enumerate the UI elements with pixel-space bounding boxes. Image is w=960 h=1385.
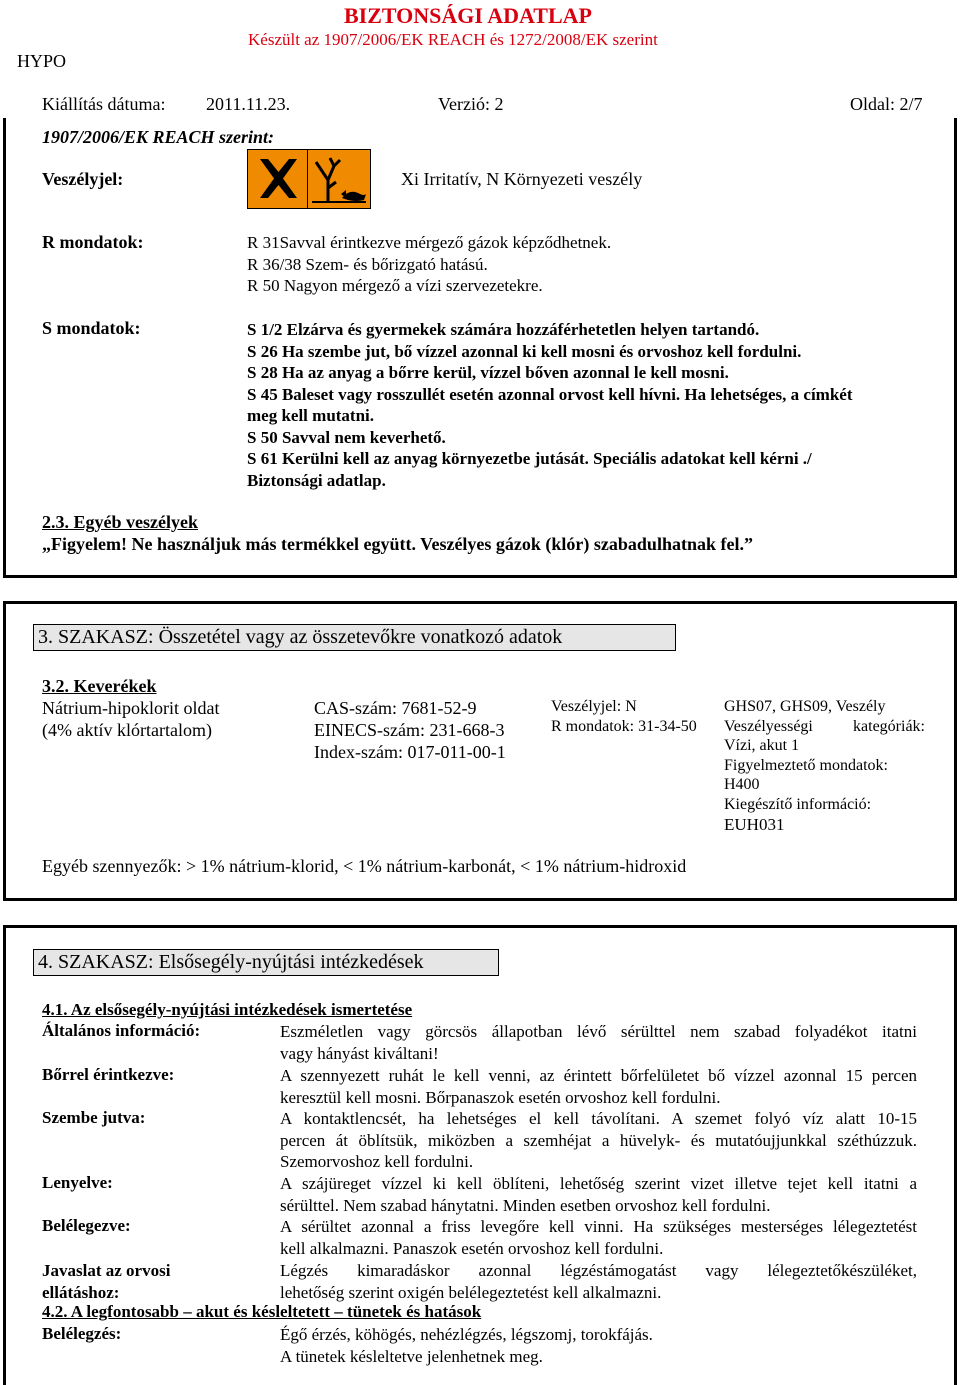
symptom-text-inhalation — [280, 1324, 917, 1367]
s-phrase: S 45 Baleset vagy rosszullét esetén azonnal orvost kell hívni. Ha lehetséges, a címkét — [247, 384, 853, 404]
clp-line: EUH031 — [724, 814, 785, 834]
clp-line: Figyelmeztető mondatok: — [724, 756, 888, 774]
other-hazards-text: „Figyelem! Ne használjuk más termékkel együtt. Veszélyes gázok (klór) szabadulhatnak fel.” — [42, 534, 753, 554]
mixtures-heading: 3.2. Keverékek — [42, 676, 157, 696]
dsd-symbol: Veszélyjel: N — [551, 698, 637, 715]
symbol-label: Veszélyjel: — [42, 169, 124, 189]
first-aid-heading: 4.1. Az elsősegély-nyújtási intézkedések ismertetése — [42, 1000, 413, 1019]
s-phrase: Biztonsági adatlap. — [247, 470, 386, 490]
version: Verzió: 2 — [438, 94, 504, 114]
symptoms-heading: 4.2. A legfontosabb – akut és késleltetett – tünetek és hatások — [42, 1302, 482, 1321]
r-phrase: R 50 Nagyon mérgező a vízi szervezetekre. — [247, 276, 543, 295]
measure-label-skin: Bőrrel érintkezve: — [42, 1065, 175, 1084]
measure-line: keresztül kell mosni. Bőrpanaszok esetén orvoshoz kell fordulni. — [280, 1087, 721, 1107]
section3-title: 3. SZAKASZ: Összetétel vagy az összetevőkre vonatkozó adatok — [33, 624, 676, 651]
measure-line: A szennyezett ruhát le kell venni, az érintett bőrfelületet bő vízzel azonnal 15 percen — [280, 1066, 917, 1085]
measure-text-doctor — [280, 1260, 917, 1303]
measure-label-inhalation: Belélegezve: — [42, 1216, 131, 1235]
section4-title: 4. SZAKASZ: Elsősegély-nyújtási intézkedések — [33, 949, 499, 976]
measure-line: kell alkalmazni. Panaszok esetén orvoshoz kell fordulni. — [280, 1238, 664, 1258]
document-title: BIZTONSÁGI ADATLAP — [344, 3, 592, 28]
other-hazards-heading: 2.3. Egyéb veszélyek — [42, 512, 198, 532]
measure-text-inhalation — [280, 1216, 917, 1259]
measure-line: Légzés kimaradáskor azonnal légzéstámogatást vagy lélegeztetőkészüléket, — [280, 1261, 917, 1280]
measure-line: percen át öblítsük, miközben a szemhéjat a hüvelyk- és mutatóujjunkkal széthúzzuk. — [280, 1130, 917, 1150]
clp-line: Kiegészítő információ: — [724, 795, 872, 813]
r-phrases-label: R mondatok: — [42, 232, 144, 252]
measure-label-general: Általános információ: — [42, 1021, 201, 1040]
page-number: Oldal: 2/7 — [850, 94, 923, 114]
s-phrase: S 50 Savval nem keverhető. — [247, 427, 446, 447]
cas-number: CAS-szám: 7681-52-9 — [314, 698, 477, 718]
reach-heading: 1907/2006/EK REACH szerint: — [42, 127, 275, 147]
symptom-label-inhalation: Belélegzés: — [42, 1324, 122, 1343]
s-phrase: S 1/2 Elzárva és gyermekek számára hozzáférhetetlen helyen tartandó. — [247, 320, 760, 339]
measure-label-ingestion: Lenyelve: — [42, 1173, 113, 1192]
measure-text-general — [280, 1021, 917, 1064]
s-phrase: S 61 Kerülni kell az anyag környezetbe jutását. Speciális adatokat kell kérni ./ — [247, 449, 812, 468]
substance-line: (4% aktív klórtartalom) — [42, 720, 212, 740]
measure-text-eyes — [280, 1108, 917, 1173]
measure-line: sérülttel. Nem szabad hánytatni. Minden esetben orvoshoz kell fordulni. — [280, 1195, 771, 1215]
s-phrases-label: S mondatok: — [42, 318, 141, 338]
substance-line: Nátrium-hipoklorit oldat — [42, 698, 220, 718]
clp-line: H400 — [724, 776, 760, 794]
measure-text-ingestion — [280, 1173, 917, 1216]
xi-irritant-icon — [247, 149, 311, 209]
issue-date: 2011.11.23. — [206, 94, 291, 114]
measure-label-eyes: Szembe jutva: — [42, 1108, 146, 1127]
index-number: Index-szám: 017-011-00-1 — [314, 742, 506, 762]
substance-identifiers — [314, 697, 506, 763]
s-phrase: S 28 Ha az anyag a bőrre kerül, vízzel bőven azonnal le kell mosni. — [247, 363, 729, 382]
measure-line: A kontaktlencsét, ha lehetséges el kell távolítani. A szemet folyó víz alatt 10-15 — [280, 1109, 917, 1128]
dsd-r-phrases: R mondatok: 31-34-50 — [551, 718, 697, 735]
clp-line: Vízi, akut 1 — [724, 737, 800, 755]
measure-line: Eszméletlen vagy görcsös állapotban lévő sérülttel nem szabad folyadékot itatni — [280, 1022, 917, 1041]
s-phrase: S 26 Ha szembe jut, bő vízzel azonnal ki kell mosni és orvoshoz kell fordulni. — [247, 341, 802, 361]
substance-name — [42, 697, 219, 741]
measure-line: vagy hányást kiváltani! — [280, 1043, 439, 1063]
clp-classification — [724, 697, 925, 834]
r-phrase: R 31Savval érintkezve mérgező gázok képződhetnek. — [247, 233, 612, 252]
measure-label-line: Javaslat az orvosi — [42, 1261, 171, 1280]
product-name: HYPO — [17, 51, 67, 71]
s-phrase: meg kell mutatni. — [247, 406, 375, 425]
issue-date-label: Kiállítás dátuma: — [42, 94, 166, 114]
measure-line: A szájüreget vízzel ki kell öblíteni, lehetőség szerint vizet illetve tejet kell itatni a — [280, 1174, 917, 1193]
measure-line: Szemorvoshoz kell fordulni. — [280, 1152, 474, 1171]
measure-text-skin — [280, 1065, 917, 1108]
r-phrase: R 36/38 Szem- és bőrizgató hatású. — [247, 254, 488, 274]
measure-line: lehetőség szerint oxigén belélegeztetést kell alkalmazni. — [280, 1282, 662, 1302]
impurities: Egyéb szennyezők: > 1% nátrium-klorid, < 1% nátrium-karbonát, < 1% nátrium-hidroxid — [42, 856, 687, 876]
measure-line: A sérültet azonnal a friss levegőre kell vinni. Ha szükséges mesterséges lélegeztetést — [280, 1217, 917, 1236]
symbol-text: Xi Irritatív, N Környezeti veszély — [401, 169, 643, 189]
clp-line: GHS07, GHS09, Veszély — [724, 698, 886, 715]
symptom-line: A tünetek késleltetve jelenhetnek meg. — [280, 1346, 543, 1366]
r-phrases-list — [247, 232, 611, 297]
measure-label-doctor — [42, 1260, 170, 1303]
measure-label-line: ellátáshoz: — [42, 1282, 120, 1302]
dsd-classification — [551, 697, 697, 737]
clp-line: Veszélyességi kategóriák: — [724, 717, 925, 735]
document-subtitle: Készült az 1907/2006/EK REACH és 1272/2008/EK szerint — [248, 30, 658, 49]
s-phrases-list — [247, 319, 853, 491]
n-environment-icon — [307, 149, 371, 209]
einecs-number: EINECS-szám: 231-668-3 — [314, 720, 505, 740]
symptom-line: Égő érzés, köhögés, nehézlégzés, légszomj, torokfájás. — [280, 1325, 653, 1344]
